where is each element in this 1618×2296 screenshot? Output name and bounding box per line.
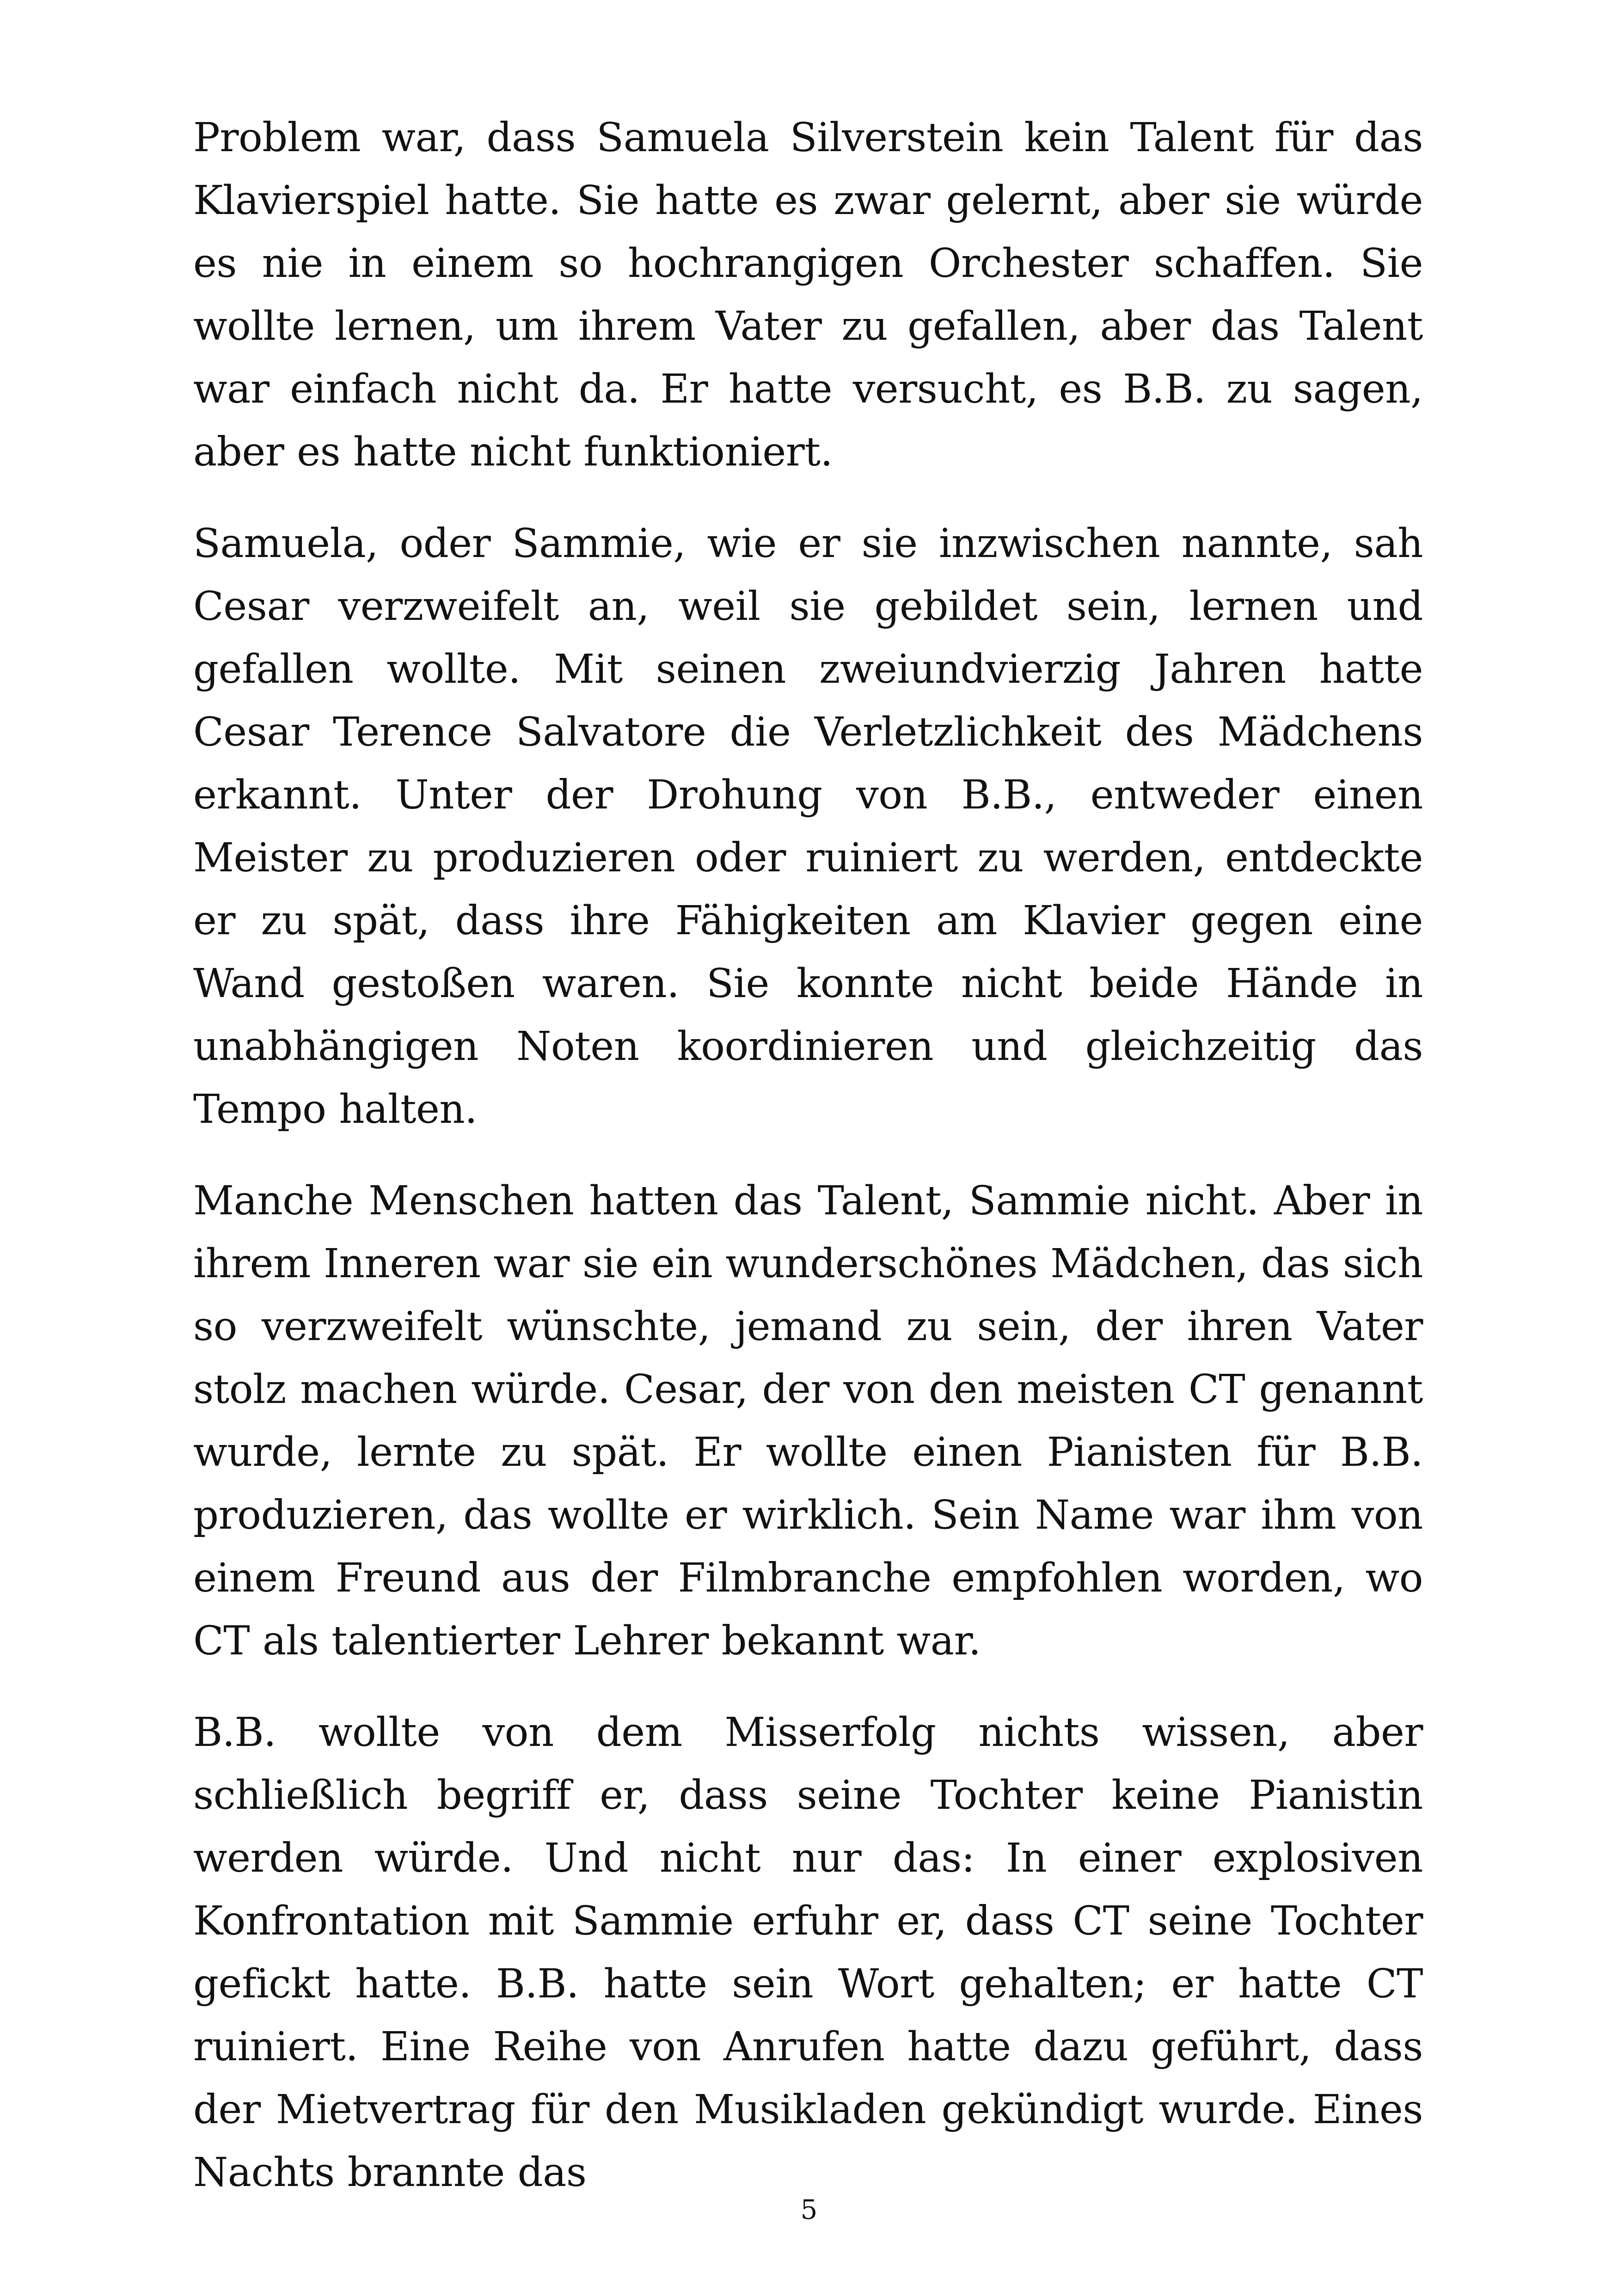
paragraph: Manche Menschen hatten das Talent, Sammie nicht. Aber in ihrem Inneren war sie ein wunderschönes Mädchen, das sich so verzweifelt wünschte, jemand zu sein, der ihren Vater stolz machen würde. Cesar, der von den meisten CT genannt wurde, lernte zu spät. Er wollte einen Pianisten für B.B. produzieren, das wollte er wirklich. Sein Name war ihm von einem Freund aus der Filmbranche empfohlen worden, wo CT als talentierter Lehrer bekannt war.: [193, 1178, 1423, 1664]
paragraph: Samuela, oder Sammie, wie er sie inzwischen nannte, sah Cesar verzweifelt an, weil sie gebildet sein, lernen und gefallen wollte. Mit seinen zweiundvierzig Jahren hatte Cesar Terence Salvatore die Verletzlichkeit des Mädchens erkannt. Unter der Drohung von B.B., entweder einen Meister zu produzieren oder ruiniert zu werden, entdeckte er zu spät, dass ihre Fähigkeiten am Klavier gegen eine Wand gestoßen waren. Sie konnte nicht beide Hände in unabhängigen Noten koordinieren und gleichzeitig das Tempo halten.: [193, 520, 1423, 1133]
page-number: 5: [800, 2194, 818, 2225]
paragraph: B.B. wollte von dem Misserfolg nichts wissen, aber schließlich begriff er, dass seine Tochter keine Pianistin werden würde. Und nicht nur das: In einer explosiven Konfrontation mit Sammie erfuhr er, dass CT seine Tochter gefickt hatte. B.B. hatte sein Wort gehalten; er hatte CT ruiniert. Eine Reihe von Anrufen hatte dazu geführt, dass der Mietvertrag für den Musikladen gekündigt wurde. Eines Nachts brannte das: [193, 1709, 1423, 2196]
paragraph: Problem war, dass Samuela Silverstein kein Talent für das Klavierspiel hatte. Sie hatte es zwar gelernt, aber sie würde es nie in einem so hochrangigen Orchester schaffen. Sie wollte lernen, um ihrem Vater zu gefallen, aber das Talent war einfach nicht da. Er hatte versucht, es B.B. zu sagen, aber es hatte nicht funktioniert.: [193, 115, 1423, 475]
body-text: [193, 106, 1423, 2204]
